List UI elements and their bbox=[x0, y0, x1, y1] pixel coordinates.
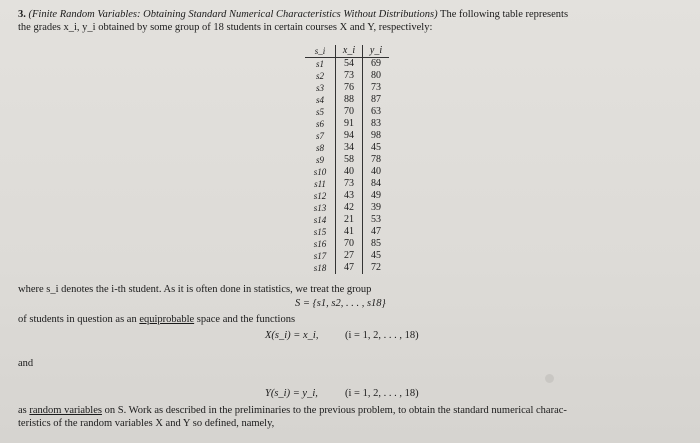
students-line bbox=[18, 313, 295, 326]
x-cell: 41 bbox=[336, 226, 363, 238]
table-row bbox=[305, 106, 389, 118]
x-cell: 47 bbox=[336, 262, 363, 274]
table-row bbox=[305, 190, 389, 202]
last-post: on S. Work as described in the preliminaries to the previous problem, to obtain the standard numerical charac- bbox=[104, 405, 567, 416]
random-variables-line bbox=[18, 404, 567, 417]
where-line: where s_i denotes the i-th student. As it is often done in statistics, we treat the group bbox=[18, 284, 372, 295]
y-cell: 53 bbox=[371, 214, 381, 225]
student-cell: s8 bbox=[305, 142, 336, 154]
y-cell: 49 bbox=[371, 190, 381, 201]
decorative-dot bbox=[545, 374, 554, 383]
x-cell: 21 bbox=[336, 214, 363, 226]
x-cell: 54 bbox=[336, 58, 363, 71]
student-cell: s6 bbox=[305, 118, 336, 130]
y-cell: 84 bbox=[371, 178, 381, 189]
table-row bbox=[305, 202, 389, 214]
y-cell: 72 bbox=[371, 262, 381, 273]
x-cell: 40 bbox=[336, 166, 363, 178]
y-cell: 73 bbox=[371, 82, 381, 93]
grades-table bbox=[305, 45, 389, 274]
x-cell: 73 bbox=[336, 178, 363, 190]
table-row bbox=[305, 238, 389, 250]
table-row bbox=[305, 214, 389, 226]
student-cell: s10 bbox=[305, 166, 336, 178]
student-cell: s14 bbox=[305, 214, 336, 226]
y-cell: 45 bbox=[371, 142, 381, 153]
student-cell: s12 bbox=[305, 190, 336, 202]
y-cell: 40 bbox=[371, 166, 381, 177]
student-cell: s1 bbox=[305, 58, 336, 71]
function-y: Y(s_i) = y_i, bbox=[265, 388, 318, 399]
x-cell: 58 bbox=[336, 154, 363, 166]
x-cell: 27 bbox=[336, 250, 363, 262]
x-cell: 70 bbox=[336, 238, 363, 250]
student-cell: s16 bbox=[305, 238, 336, 250]
table-row bbox=[305, 178, 389, 190]
and-word: and bbox=[18, 358, 34, 369]
student-cell: s17 bbox=[305, 250, 336, 262]
random-variables-link[interactable]: random variables bbox=[29, 405, 102, 416]
table-row bbox=[305, 70, 389, 82]
characteristics-line: teristics of the random variables X and Y so defined, namely, bbox=[18, 418, 275, 429]
function-x-range: (i = 1, 2, . . . , 18) bbox=[345, 330, 419, 341]
header-y: y_i bbox=[363, 45, 390, 58]
function-y-range: (i = 1, 2, . . . , 18) bbox=[345, 388, 419, 399]
x-cell: 34 bbox=[336, 142, 363, 154]
student-cell: s18 bbox=[305, 262, 336, 274]
y-cell: 78 bbox=[371, 154, 381, 165]
table-row bbox=[305, 250, 389, 262]
table-header-row bbox=[305, 45, 389, 58]
table-row bbox=[305, 142, 389, 154]
y-cell: 98 bbox=[371, 130, 381, 141]
x-cell: 76 bbox=[336, 82, 363, 94]
equiprobable-link[interactable]: equiprobable bbox=[139, 314, 195, 325]
x-cell: 88 bbox=[336, 94, 363, 106]
y-cell: 83 bbox=[371, 118, 381, 129]
students-pre: of students in question as an bbox=[18, 314, 137, 325]
table-row bbox=[305, 130, 389, 142]
header-student: s_i bbox=[305, 45, 336, 58]
table-row bbox=[305, 262, 389, 274]
y-cell: 45 bbox=[371, 250, 381, 261]
students-post: space and the functions bbox=[196, 314, 296, 325]
last-pre: as bbox=[18, 405, 27, 416]
table-row bbox=[305, 82, 389, 94]
x-cell: 42 bbox=[336, 202, 363, 214]
set-equation: S = {s1, s2, . . . , s18} bbox=[295, 298, 386, 309]
y-cell: 85 bbox=[371, 238, 381, 249]
student-cell: s11 bbox=[305, 178, 336, 190]
student-cell: s13 bbox=[305, 202, 336, 214]
x-cell: 73 bbox=[336, 70, 363, 82]
problem-title: (Finite Random Variables: Obtaining Standard Numerical Characteristics Without Distributions) bbox=[28, 9, 438, 20]
table-row bbox=[305, 58, 389, 71]
student-cell: s3 bbox=[305, 82, 336, 94]
y-cell: 80 bbox=[371, 70, 381, 81]
y-cell: 47 bbox=[371, 226, 381, 237]
table-row bbox=[305, 118, 389, 130]
x-cell: 70 bbox=[336, 106, 363, 118]
student-cell: s4 bbox=[305, 94, 336, 106]
problem-number: 3. bbox=[18, 9, 26, 20]
y-cell: 63 bbox=[371, 106, 381, 117]
problem-intro-line2: the grades x_i, y_i obtained by some group of 18 students in certain courses X and Y, respectively: bbox=[18, 22, 433, 33]
x-cell: 91 bbox=[336, 118, 363, 130]
y-cell: 87 bbox=[371, 94, 381, 105]
student-cell: s9 bbox=[305, 154, 336, 166]
student-cell: s7 bbox=[305, 130, 336, 142]
table-row bbox=[305, 226, 389, 238]
table-body bbox=[305, 58, 389, 275]
y-cell: 39 bbox=[371, 202, 381, 213]
x-cell: 43 bbox=[336, 190, 363, 202]
header-x: x_i bbox=[336, 45, 363, 58]
table-row bbox=[305, 166, 389, 178]
function-x: X(s_i) = x_i, bbox=[265, 330, 319, 341]
x-cell: 94 bbox=[336, 130, 363, 142]
table-row bbox=[305, 154, 389, 166]
student-cell: s2 bbox=[305, 70, 336, 82]
problem-intro: The following table represents bbox=[440, 9, 569, 20]
table-row bbox=[305, 94, 389, 106]
problem-heading-line bbox=[18, 8, 568, 21]
y-cell: 69 bbox=[371, 58, 381, 69]
student-cell: s5 bbox=[305, 106, 336, 118]
student-cell: s15 bbox=[305, 226, 336, 238]
